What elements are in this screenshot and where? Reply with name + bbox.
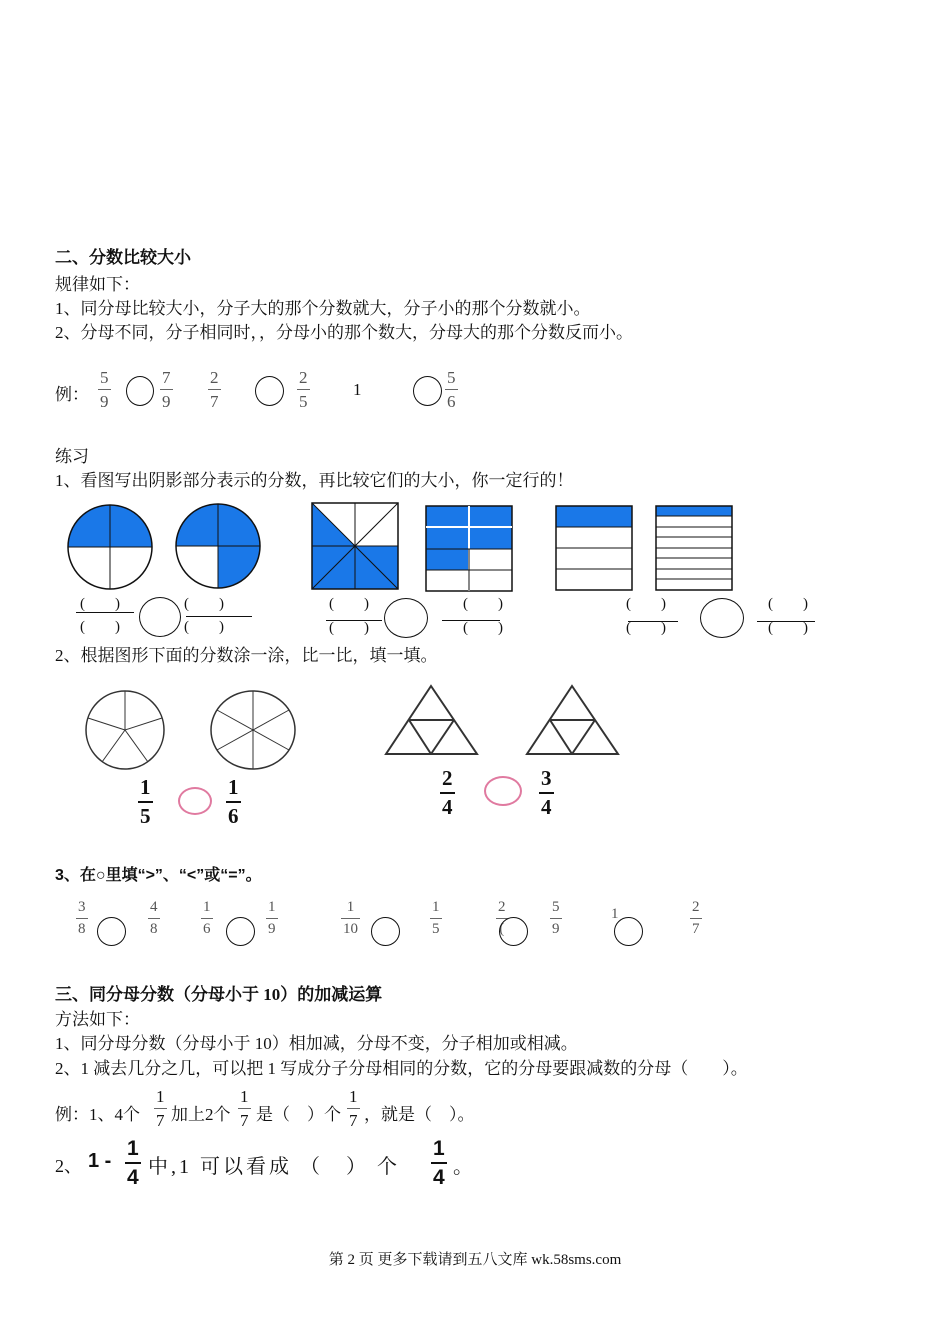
fraction: 2 5 bbox=[299, 368, 308, 411]
fraction: 1 5 bbox=[432, 899, 440, 937]
practice-q2: 2、根据图形下面的分数涂一涂，比一比，填一填。 bbox=[55, 646, 438, 665]
compare-circle[interactable] bbox=[255, 376, 284, 406]
square-eighths bbox=[312, 503, 400, 589]
practice-q3: 3、在○里填“>”、“<”或“=”。 bbox=[55, 867, 262, 884]
fraction: 1 6 bbox=[228, 775, 239, 828]
bar-fifths bbox=[556, 506, 634, 592]
example2-label: 2、 bbox=[55, 1156, 82, 1176]
fraction: 1 5 bbox=[140, 775, 151, 828]
fraction: 1 7 bbox=[156, 1087, 165, 1130]
triangle-quarters-2 bbox=[526, 685, 620, 757]
fraction: 3 4 bbox=[541, 766, 552, 819]
practice-label: 练习 bbox=[55, 447, 89, 466]
answer-denominator[interactable]: ( ) bbox=[463, 620, 503, 636]
fraction: 1 4 bbox=[127, 1137, 139, 1189]
method-intro: 方法如下： bbox=[55, 1010, 140, 1029]
fraction: 1 9 bbox=[268, 899, 276, 937]
method-2: 2、1 减去几分之几，可以把 1 写成分子分母相同的分数，它的分母要跟减数的分母（ ）。 bbox=[55, 1059, 748, 1078]
compare-circle[interactable] bbox=[614, 917, 643, 946]
compare-circle[interactable] bbox=[371, 917, 400, 946]
fraction: 1 7 bbox=[240, 1087, 249, 1130]
rule-1: 1、同分母比较大小，分子大的那个分数就大，分子小的那个分数就小。 bbox=[55, 299, 591, 318]
compare-circle[interactable] bbox=[226, 917, 255, 946]
answer-denominator[interactable]: ( ) bbox=[329, 620, 369, 636]
page-footer: 第 2 页 更多下载请到五八文库 wk.58sms.com bbox=[328, 1252, 622, 1268]
compare-circle[interactable] bbox=[413, 376, 442, 406]
compare-circle[interactable] bbox=[484, 776, 522, 806]
example1-text-d: ，就是（ ）。 bbox=[364, 1105, 475, 1124]
fraction: 5 9 bbox=[552, 899, 560, 937]
answer-numerator[interactable]: ( ) bbox=[463, 596, 503, 612]
circle-quarters-2 bbox=[174, 502, 264, 592]
fraction: 1 4 bbox=[433, 1137, 445, 1189]
fraction: 2 ( bbox=[498, 899, 506, 937]
example-label: 例： bbox=[55, 385, 89, 404]
fraction: 2 7 bbox=[210, 368, 219, 411]
whole-number: 1 bbox=[611, 906, 619, 922]
answer-denominator[interactable]: ( ) bbox=[768, 620, 808, 636]
rules-intro: 规律如下： bbox=[55, 275, 140, 294]
compare-circle[interactable] bbox=[139, 597, 181, 637]
example1-text-b: 加上2个 bbox=[171, 1105, 231, 1124]
circle-quarters-1 bbox=[66, 503, 156, 593]
fraction: 5 9 bbox=[100, 368, 109, 411]
fraction: 1 7 bbox=[349, 1087, 358, 1130]
section3-title: 三、同分母分数（分母小于 10）的加减运算 bbox=[55, 985, 383, 1004]
compare-circle[interactable] bbox=[126, 376, 154, 406]
compare-circle[interactable] bbox=[700, 598, 744, 638]
circle-fifths bbox=[85, 690, 167, 772]
rule-2: 2、分母不同，分子相同时，，分母小的那个数大，分母大的那个分数反而小。 bbox=[55, 323, 633, 342]
fraction: 7 9 bbox=[162, 368, 171, 411]
fraction: 2 7 bbox=[692, 899, 700, 937]
answer-numerator[interactable]: ( ) bbox=[626, 596, 666, 612]
method-1: 1、同分母分数（分母小于 10）相加减，分母不变，分子相加或相减。 bbox=[55, 1034, 578, 1053]
compare-circle[interactable] bbox=[499, 917, 528, 946]
answer-denominator[interactable]: ( ) bbox=[626, 620, 666, 636]
fraction: 3 8 bbox=[78, 899, 86, 937]
compare-circle[interactable] bbox=[97, 917, 126, 946]
circle-sixths bbox=[210, 690, 296, 772]
triangle-quarters-1 bbox=[385, 685, 479, 757]
example2-one-minus: 1 - bbox=[88, 1150, 112, 1172]
compare-circle[interactable] bbox=[178, 787, 212, 815]
fraction: 5 6 bbox=[447, 368, 456, 411]
answer-numerator[interactable]: ( ) bbox=[80, 596, 120, 612]
practice-q1: 1、看图写出阴影部分表示的分数，再比较它们的大小，你一定行的！ bbox=[55, 471, 574, 490]
bar-eighths bbox=[656, 506, 734, 592]
grid-eighths bbox=[426, 506, 514, 592]
whole-number: 1 bbox=[353, 380, 362, 399]
compare-circle[interactable] bbox=[384, 598, 428, 638]
fraction: 4 8 bbox=[150, 899, 158, 937]
answer-numerator[interactable]: ( ) bbox=[768, 596, 808, 612]
example1-text-a: 例：1、4个 bbox=[55, 1105, 140, 1124]
section2-title: 二、分数比较大小 bbox=[55, 248, 191, 267]
example2-text-d: 。 bbox=[453, 1156, 473, 1178]
fraction: 2 4 bbox=[442, 766, 453, 819]
answer-numerator[interactable]: ( ) bbox=[184, 596, 224, 612]
example2-text-c: 中,1 可以看成 （ ） 个 bbox=[148, 1156, 400, 1178]
answer-denominator[interactable]: ( ) bbox=[80, 619, 120, 635]
fraction: 1 10 bbox=[343, 899, 358, 937]
answer-denominator[interactable]: ( ) bbox=[184, 619, 224, 635]
example1-text-c: 是（ ）个 bbox=[256, 1105, 341, 1124]
answer-numerator[interactable]: ( ) bbox=[329, 596, 369, 612]
fraction: 1 6 bbox=[203, 899, 211, 937]
